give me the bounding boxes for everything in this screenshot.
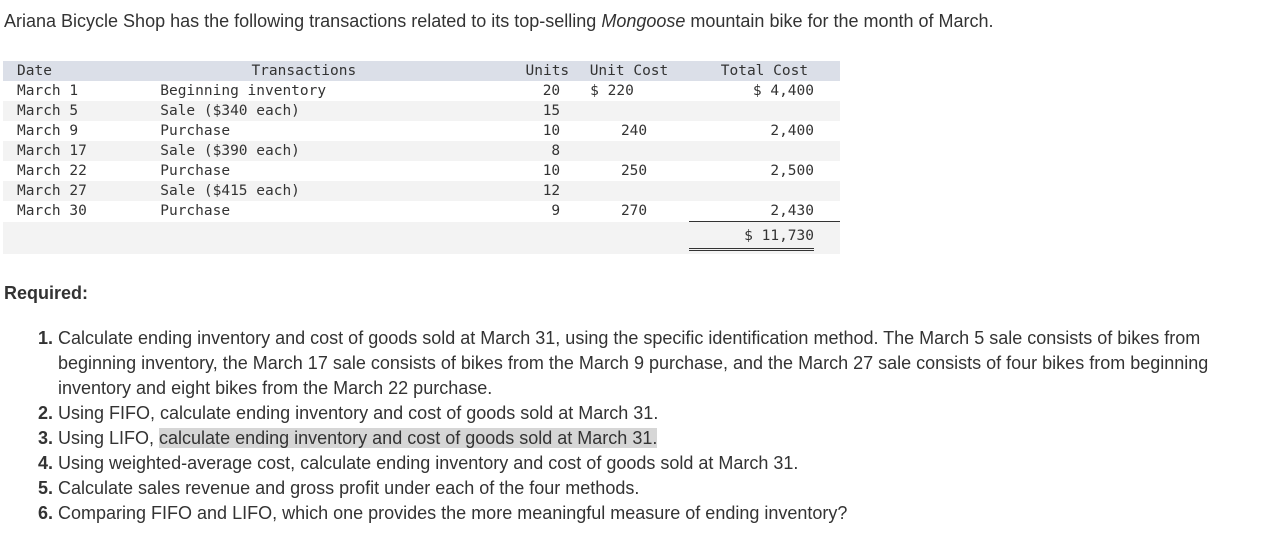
requirement-item — [38, 451, 1262, 476]
requirement-text: Using weighted-average cost, calculate ending inventory and cost of goods sold at March 31. — [58, 453, 799, 473]
requirement-number: 1. — [38, 328, 54, 348]
row-unit-cost: 240 — [620, 123, 648, 139]
requirement-number: 6. — [38, 503, 54, 523]
row-date: March 30 — [3, 201, 160, 222]
row-total-cost: 2,400 — [689, 121, 840, 141]
total-cost-value: $ 11,730 — [689, 226, 814, 251]
requirement-item — [38, 501, 1262, 526]
table-row — [3, 181, 840, 201]
table-row — [3, 121, 840, 141]
row-unit-cost-cell — [569, 201, 689, 222]
table-row — [3, 141, 840, 161]
table-row — [3, 161, 840, 181]
header-date: Date — [3, 61, 160, 81]
row-date: March 22 — [3, 161, 160, 181]
intro-text-after: mountain bike for the month of March. — [685, 11, 994, 31]
row-date: March 9 — [3, 121, 160, 141]
row-total-cost: 2,430 — [689, 201, 840, 222]
row-unit-cost: $ 220 — [590, 83, 634, 99]
table-row — [3, 101, 840, 121]
row-units: 20 — [447, 81, 569, 101]
intro-text-before: Ariana Bicycle Shop has the following transactions related to its top-selling — [4, 11, 602, 31]
row-transaction: Sale ($340 each) — [160, 101, 447, 121]
row-date: March 27 — [3, 181, 160, 201]
total-spacer — [160, 222, 447, 255]
table-row — [3, 201, 840, 222]
total-spacer — [3, 222, 160, 255]
highlighted-text: calculate ending inventory and cost of goods sold at March 31. — [159, 428, 658, 448]
row-total-cost — [689, 141, 840, 161]
header-units: Units — [447, 61, 569, 81]
row-total-cost: 2,500 — [689, 161, 840, 181]
requirement-item — [38, 476, 1262, 501]
row-transaction: Purchase — [160, 201, 447, 222]
total-spacer — [447, 222, 569, 255]
row-transaction: Beginning inventory — [160, 81, 447, 101]
row-units: 12 — [447, 181, 569, 201]
requirement-text: Comparing FIFO and LIFO, which one provides the more meaningful measure of ending inventory? — [58, 503, 848, 523]
row-transaction: Purchase — [160, 121, 447, 141]
row-transaction: Sale ($390 each) — [160, 141, 447, 161]
row-units: 15 — [447, 101, 569, 121]
problem-intro — [4, 10, 994, 32]
header-transactions: Transactions — [160, 61, 447, 81]
requirements-list — [38, 326, 1262, 526]
row-transaction: Purchase — [160, 161, 447, 181]
row-units: 8 — [447, 141, 569, 161]
row-date: March 1 — [3, 81, 160, 101]
requirement-text: Calculate ending inventory and cost of goods sold at March 31, using the specific identification method. The March 5 sale consists of bikes from beginning inventory, the March 17 sale consists of bikes from the March 9 purchase, and the March 27 sale consists of four bikes from beginning inventory and eight bikes from the March 22 purchase. — [58, 328, 1209, 398]
required-heading: Required: — [4, 283, 89, 303]
row-units: 10 — [447, 121, 569, 141]
row-unit-cost-cell — [569, 141, 689, 161]
requirement-number: 4. — [38, 453, 54, 473]
header-unit-cost: Unit Cost — [569, 61, 689, 81]
row-unit-cost-cell — [569, 101, 689, 121]
row-total-cost: $ 4,400 — [689, 81, 840, 101]
requirement-text: Calculate sales revenue and gross profit under each of the four methods. — [58, 478, 640, 498]
row-unit-cost: 270 — [620, 203, 648, 220]
table-total-row — [3, 222, 840, 255]
brand-name: Mongoose — [601, 11, 686, 31]
row-unit-cost-cell — [569, 81, 689, 101]
row-total-cost — [689, 101, 840, 121]
row-date: March 5 — [3, 101, 160, 121]
requirement-item — [38, 426, 1262, 451]
row-units: 10 — [447, 161, 569, 181]
requirement-text: Using FIFO, calculate ending inventory and cost of goods sold at March 31. — [58, 403, 659, 423]
total-spacer — [569, 222, 689, 255]
row-unit-cost-cell — [569, 181, 689, 201]
row-unit-cost-cell — [569, 161, 689, 181]
transactions-table — [3, 61, 840, 254]
table-header-row — [3, 61, 840, 81]
row-date: March 17 — [3, 141, 160, 161]
requirement-text: Using LIFO, — [58, 428, 160, 448]
requirement-number: 5. — [38, 478, 54, 498]
row-total-cost — [689, 181, 840, 201]
row-units: 9 — [447, 201, 569, 222]
total-cost-cell — [689, 222, 840, 255]
header-total-cost: Total Cost — [689, 61, 840, 81]
requirement-item — [38, 326, 1262, 401]
requirement-item — [38, 401, 1262, 426]
row-unit-cost-cell — [569, 121, 689, 141]
row-unit-cost: 250 — [620, 163, 648, 179]
table-row — [3, 81, 840, 101]
requirement-number: 3. — [38, 428, 54, 448]
requirement-number: 2. — [38, 403, 54, 423]
row-transaction: Sale ($415 each) — [160, 181, 447, 201]
